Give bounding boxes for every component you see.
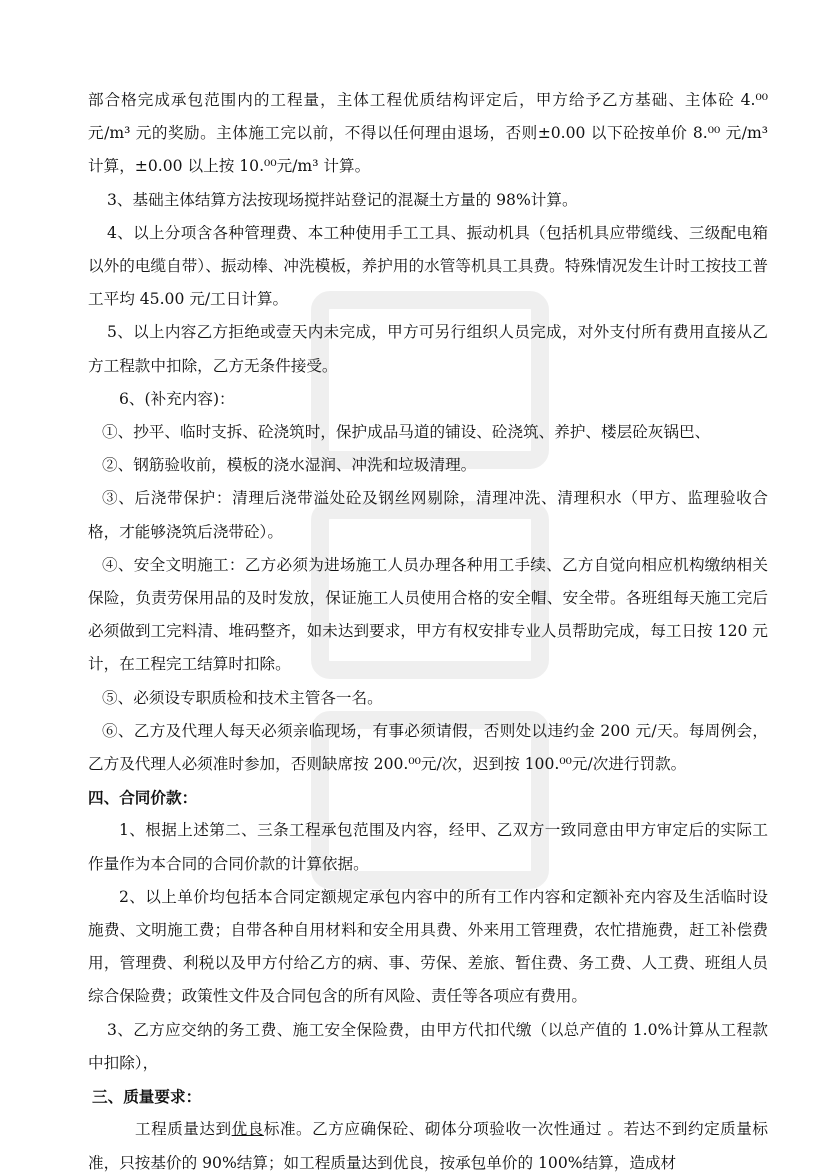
paragraph-sub-3: ③、后浇带保护：清理后浇带溢处砼及钢丝网剔除，清理冲洗、清理积水（甲方、监理验收合格，才能够浇筑后浇带砼）。 — [88, 489, 768, 541]
paragraph-sub-1: ①、抄平、临时支拆、砼浇筑时，保护成品马道的铺设、砼浇筑、养护、楼层砼灰锅巴、 — [102, 423, 711, 442]
paragraph-item-6: 6、(补充内容)： — [119, 389, 235, 408]
paragraph-item-4: 4、以上分项含各种管理费、本工种使用手工工具、振动机具（包括机具应带缆线、三级配电箱以外的电缆自带）、振动棒、冲洗模板，养护用的水管等机具工具费。特殊情况发生计时工按技工普工平均 45.00 元/工日计算。 — [88, 223, 768, 309]
section-heading-contract-price: 四、合同价款： — [88, 788, 198, 808]
document-body — [88, 84, 768, 1174]
section-heading-quality: 三、质量要求： — [92, 1087, 202, 1107]
quality-grade-underlined: 优良 — [231, 1120, 264, 1139]
paragraph-reward-clause: 部合格完成承包范围内的工程量，主体工程优质结构评定后，甲方给予乙方基础、主体砼 4.⁰⁰元/m³ 元的奖励。主体施工完以前，不得以任何理由退场，否则±0.00 以下砼按单价 8.⁰⁰ 元/m³ 计算，±0.00 以上按 10.⁰⁰元/m³ 计算。 — [88, 91, 768, 176]
paragraph-sub-5: ⑤、必须设专职质检和技术主管各一名。 — [102, 688, 383, 707]
paragraph-price-1: 1、根据上述第二、三条工程承包范围及内容，经甲、乙双方一致同意由甲方审定后的实际工作量作为本合同的合同价款的计算依据。 — [88, 821, 768, 873]
paragraph-sub-6: ⑥、乙方及代理人每天必须亲临现场，有事必须请假，否则处以违约金 200 元/天。每周例会，乙方及代理人必须准时参加，否则缺席按 200.⁰⁰元/次，迟到按 100.⁰⁰元/次进行罚款。 — [88, 721, 768, 774]
paragraph-price-2: 2、以上单价均包括本合同定额规定承包内容中的所有工作内容和定额补充内容及生活临时设施费、文明施工费；自带各种自用材料和安全用具费、外来用工管理费，农忙措施费，赶工补偿费用，管理费、利税以及甲方付给乙方的病、事、劳保、差旅、暂住费、务工费、人工费、班组人员综合保险费；政策性文件及合同包含的所有风险、责任等各项应有费用。 — [88, 887, 768, 1006]
paragraph-quality — [88, 1113, 768, 1174]
quality-text-rest: 标准。乙方应确保砼、砌体分项验收一次性通过 。若达不到约定质量标准，只按基价的 90%结算；如工程质量达到优良，按承包单价的 100%结算，造成材 — [88, 1120, 768, 1172]
paragraph-price-3: 3、乙方应交纳的务工费、施工安全保险费，由甲方代扣代缴（以总产值的 1.0%计算从工程款中扣除）， — [88, 1020, 768, 1072]
paragraph-sub-4: ④、安全文明施工：乙方必须为进场施工人员办理各种用工手续、乙方自觉向相应机构缴纳相关保险，负责劳保用品的及时发放，保证施工人员使用合格的安全帽、安全带。各班组每天施工完后必须做到工完料清、堆码整齐，如未达到要求，甲方有权安排专业人员帮助完成，每工日按 120 元计，在工程完工结算时扣除。 — [88, 555, 768, 674]
paragraph-sub-2: ②、钢筋验收前，模板的浇水湿润、冲洗和垃圾清理。 — [102, 456, 477, 475]
paragraph-item-3: 3、基础主体结算方法按现场搅拌站登记的混凝土方量的 98%计算。 — [107, 190, 578, 209]
quality-text-start: 工程质量达到 — [135, 1120, 232, 1139]
paragraph-item-5: 5、以上内容乙方拒绝或壹天内未完成，甲方可另行组织人员完成，对外支付所有费用直接从乙方工程款中扣除，乙方无条件接受。 — [88, 323, 768, 375]
